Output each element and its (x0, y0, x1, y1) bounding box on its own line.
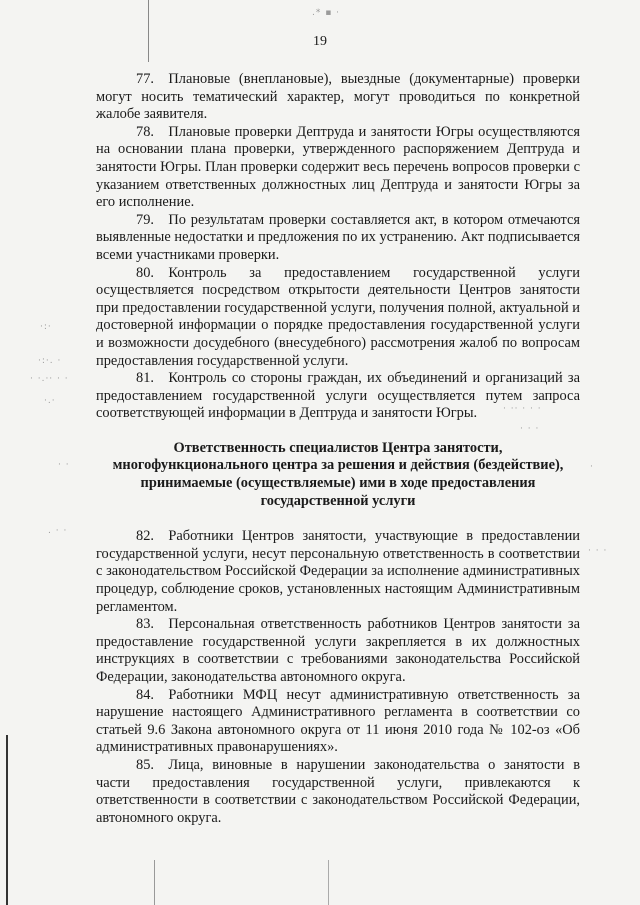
scan-noise-top: .* ▪ · (312, 8, 341, 18)
scan-artifact-bottom-line (154, 860, 155, 905)
paragraph-80: 80. Контроль за предоставлением государственной услуги осуществляется посредством открытости деятельности Центров занятости при предоставлении государственной услуги, получения полной, актуальной и достоверной информации о порядке предоставления государственной услуги и возможности досудебного (внесудебного) рассмотрения жалоб по вопросам предоставления государственной услуги. (96, 264, 580, 369)
scan-noise-left-1: ·:· (40, 322, 52, 332)
page-number: 19 (313, 34, 327, 49)
paragraph-84: 84. Работники МФЦ несут административную ответственность за нарушение настоящего Административного регламента в соответствии со статьей 9.6 Закона автономного округа от 11 июня 2010 года № 102-оз «Об административных правонарушениях». (96, 686, 580, 756)
paragraph-78: 78. Плановые проверки Дептруда и занятости Югры осуществляются на основании плана проверки, утвержденного распоряжением Дептруда и занятости Югры. План проверки содержит весь перечень вопросов проверки с указанием ответственных должностных лиц Дептруда и занятости Югры за его исполнение. (96, 123, 580, 211)
paragraph-85: 85. Лица, виновные в нарушении законодательства о занятости в части предоставления государственной услуги, привлекаются к ответственности в соответствии с законодательством Российской Федерации, автономного округа. (96, 756, 580, 826)
scan-noise-left-3: · ·.·· · · (30, 374, 69, 384)
section-heading: Ответственность специалистов Центра занятости, многофункционального центра за решения и действия (бездействие), принимаемые (осуществляемые) ими в ходе предоставления государственной услуги (112, 439, 564, 509)
paragraph-83: 83. Персональная ответственность работников Центров занятости за предоставление государственной услуги закрепляется в их должностных инструкциях в соответствии с требованиями законодательства Российской Федерации, законодательства автономного округа. (96, 616, 580, 685)
scan-noise-left-4: ·.· (44, 396, 56, 406)
scan-artifact-bottom-line-2 (328, 860, 329, 905)
scan-noise-right-3: · (590, 462, 594, 472)
paragraph-77: 77. Плановые (внеплановые), выездные (документарные) проверки могут носить тематический характер, могут проводиться по конкретной жалобе заявителя. (96, 71, 580, 123)
paragraph-79: 79. По результатам проверки составляется акт, в котором отмечаются выявленные недостатки и предложения по их устранению. Акт подписывается всеми участниками проверки. (96, 211, 580, 263)
scan-noise-left-6: . · · (48, 526, 68, 536)
scan-artifact-left-bar (6, 735, 8, 905)
scan-artifact-top-line (148, 0, 149, 62)
scan-noise-right-4: · · · (588, 546, 608, 556)
scan-noise-left-5: · · (58, 460, 70, 470)
paragraph-82: 82. Работники Центров занятости, участвующие в предоставлении государственной услуги, несут персональную ответственность в соответствии с законодательством Российской Федерации за исполнение административных процедур, соблюдение сроков, установленных настоящим Административным регламентом. (96, 528, 580, 615)
paragraph-81: 81. Контроль со стороны граждан, их объединений и организаций за предоставлением государственной услуги осуществляется путем запроса соответствующей информации в Дептруда и занятости Югры. (96, 370, 580, 422)
document-body (96, 71, 580, 827)
scan-noise-right-1: · ·· · · · (503, 404, 542, 414)
scan-noise-right-2: · · · (520, 424, 540, 434)
scan-noise-left-2: ·:·. · (38, 356, 62, 366)
